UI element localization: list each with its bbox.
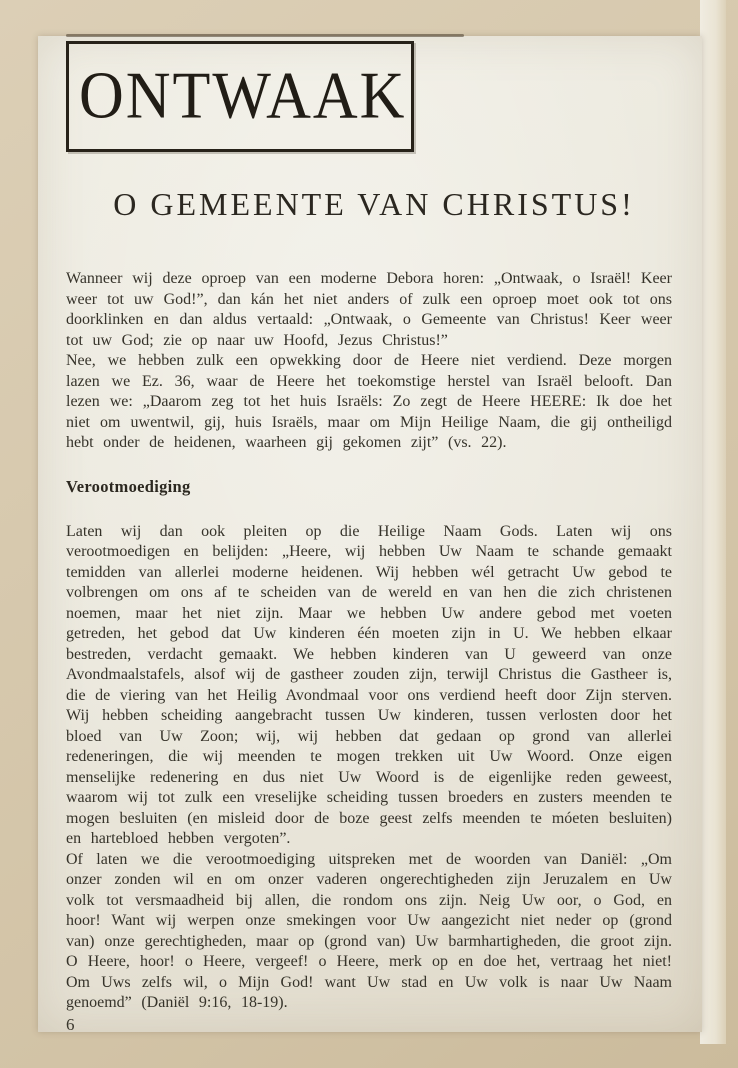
paragraph-intro-2: Nee, we hebben zulk een opwekking door de Heere niet verdiend. Deze morgen lazen we Ez. 36, waar de Heere het toekomstige herstel van Israël belooft. Dan lezen we: „Daarom zeg tot het huis Israëls: Zo zegt de Heere HEERE: Ik doe het niet om uwentwil, gij, huis Israëls, maar om Mijn Heilige Naam, die gij ontheiligd hebt onder de heidenen, waarheen gij gekomen zijt” (vs. 22). <box>66 352 672 451</box>
page-title: O GEMEENTE VAN CHRISTUS! <box>113 186 635 222</box>
section-heading-verootmoediging: Verootmoediging <box>66 476 191 496</box>
paragraph-section-2: Of laten we die verootmoediging uitspreken met de woorden van Daniël: „Om onzer zonden wil en om onzer vaderen ongerechtigheden zijn Jeruzalem en Uw volk tot versmaadheid bij allen, die rondom ons zijn. Neig Uw oor, o God, en hoor! Want wij werpen onze smekingen voor Uw aangezicht niet neder op (grond van) onze gerechtigheden, maar op (grond van) Uw barmhartigheden, die groot zijn. O Heere, hoor! o Heere, vergeef! o Heere, merk op en doe het, vertraag het niet! Om Uws zelfs wil, o Mijn God! want Uw stad en Uw volk is naar Uw Naam genoemd” (Daniël 9:16, 18-19). <box>66 850 672 1011</box>
masthead-title: ONTWAAK <box>79 59 407 133</box>
facing-page-edge <box>700 0 726 1044</box>
page-number: 6 <box>66 1014 75 1034</box>
paragraph-intro-1: Wanneer wij deze oproep van een moderne Debora horen: „Ontwaak, o Israël! Keer weer tot uw God!”, dan kán het niet anders of zulk een oproep moet ook tot ons doorklinken en dan aldus vertaald: „Ontwaak, o Gemeente van Christus! Keer weer tot uw God; zie op naar uw Hoofd, Jezus Christus!” <box>66 270 672 349</box>
masthead-box <box>66 41 414 152</box>
book-page <box>38 36 702 1032</box>
paragraph-section-1: Laten wij dan ook pleiten op die Heilige Naam Gods. Laten wij ons verootmoedigen en belijden: „Heere, wij hebben Uw Naam te schande gemaakt temidden van allerlei moderne heidenen. Wij hebben wél getracht Uw gebod te volbrengen om ons af te scheiden van de wereld en van hen die zich christenen noemen, maar het niet zijn. Maar we hebben Uw andere gebod met voeten getreden, het gebod dat Uw kinderen één moeten zijn in U. We hebben elkaar bestreden, verdacht gemaakt. We hebben kinderen van U geweerd van onze Avondmaalstafels, alsof wij de gastheer zouden zijn, terwijl Christus die Gastheer is, die de viering van het Heilig Avondmaal voor ons verdiend heeft door Zijn sterven. Wij hebben scheiding aangebracht tussen Uw kinderen, tussen verlosten door het bloed van Uw Zoon; wij, wij hebben dat gedaan op grond van allerlei redeneringen, die wij meenden te mogen trekken uit Uw Woord. Onze eigen menselijke redenering en dus niet Uw Woord is de eigenlijke reden geweest, waarom wij tot zulk een vreselijke scheiding tussen broeders en zusters meenden te mogen besluiten (en misleid door de boze geest zelfs meenden te móeten besluiten) en hartebloed hebben vergoten”. <box>66 522 672 847</box>
